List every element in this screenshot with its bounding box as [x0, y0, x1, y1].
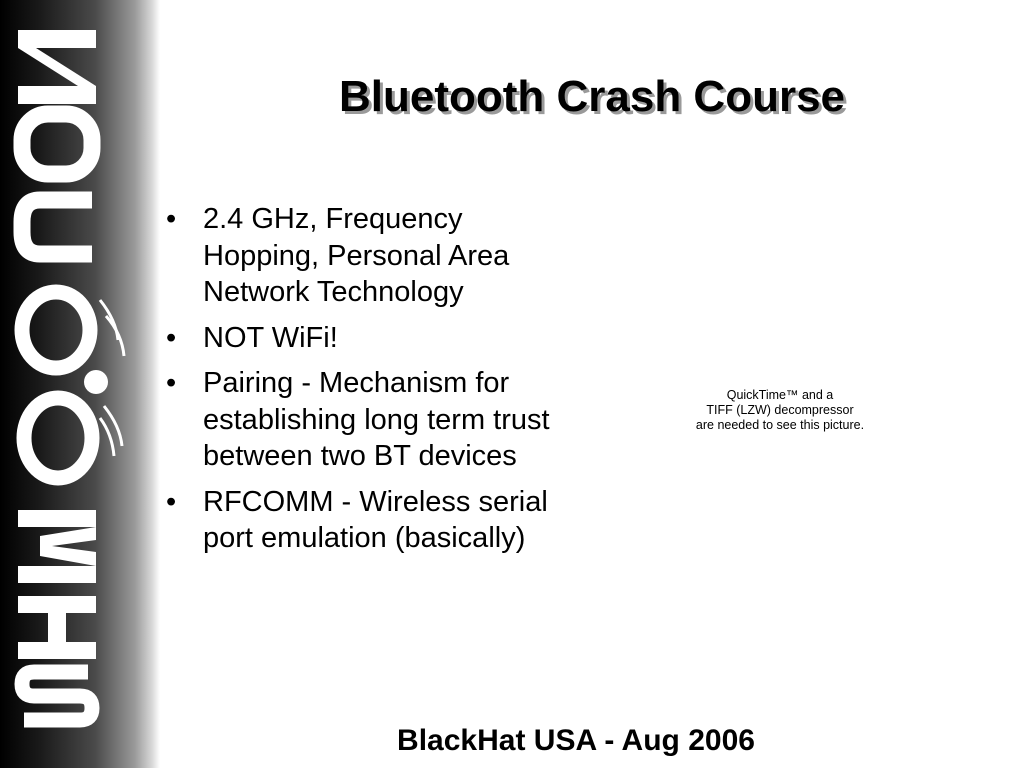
- bullet-icon: •: [166, 203, 177, 235]
- bullet-icon: •: [166, 321, 177, 354]
- list-item: [166, 484, 566, 557]
- placeholder-line: QuickTime™ and a: [726, 388, 834, 402]
- shmoocon-logo-icon: [0, 0, 160, 768]
- list-item: [166, 365, 566, 475]
- logo-sidebar: [0, 0, 160, 768]
- slide-footer: BlackHat USA - Aug 2006: [397, 724, 755, 757]
- bullet-text: Pairing - Mechanism for establishing long term trust between two BT devices: [203, 367, 550, 472]
- slide-title: Bluetooth Crash Course: [338, 72, 846, 121]
- bullet-list: [166, 201, 566, 566]
- placeholder-line: TIFF (LZW) decompressor: [706, 403, 854, 417]
- bullet-icon: •: [166, 485, 177, 518]
- bullet-icon: •: [166, 367, 177, 399]
- bullet-text: 2.4 GHz, Frequency Hopping, Personal Area Network Technology: [203, 203, 510, 308]
- image-placeholder: [670, 388, 890, 433]
- placeholder-line: are needed to see this picture.: [695, 418, 865, 432]
- bullet-text: RFCOMM - Wireless serial port emulation (basically): [203, 485, 548, 554]
- bullet-text: NOT WiFi!: [203, 321, 338, 354]
- list-item: [166, 201, 566, 311]
- list-item: [166, 320, 566, 357]
